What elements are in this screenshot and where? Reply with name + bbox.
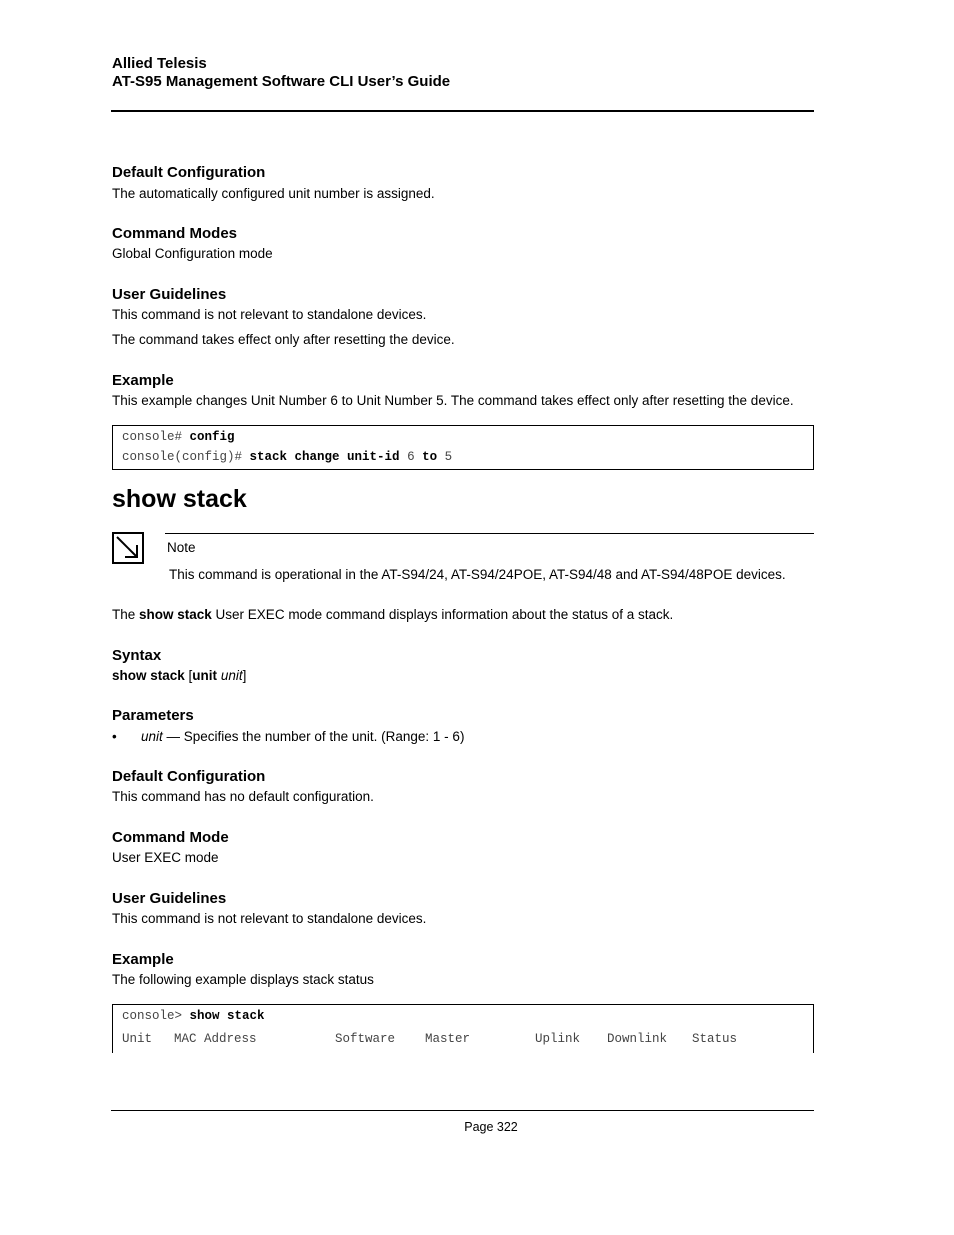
parameters-heading: Parameters [112, 707, 194, 724]
user-guidelines-text: This command is not relevant to standalone devices. [112, 911, 427, 926]
table-header-unit: Unit [122, 1032, 153, 1046]
user-guidelines-heading: User Guidelines [112, 890, 227, 907]
default-config-text: The automatically configured unit number is assigned. [112, 186, 435, 201]
command-modes-text: Global Configuration mode [112, 246, 273, 261]
code-argument: 6 [399, 450, 423, 464]
table-header-uplink: Uplink [535, 1032, 581, 1046]
code-block [112, 1004, 814, 1053]
table-header-software: Software [335, 1032, 396, 1046]
param-bullet: • [112, 729, 117, 744]
code-prompt: console> [122, 1009, 190, 1023]
syntax-heading: Syntax [112, 647, 162, 664]
user-guidelines-text: This command is not relevant to standalone devices. [112, 307, 427, 322]
code-prompt: console(config)# [122, 450, 250, 464]
code-line [122, 1009, 265, 1023]
syntax-command: show stack [112, 668, 185, 683]
command-mode-text: User EXEC mode [112, 850, 219, 865]
intro-command: show stack [139, 607, 212, 622]
note-label: Note [167, 540, 196, 555]
syntax-bracket: [ [184, 668, 193, 683]
default-config-text: This command has no default configuration. [112, 789, 374, 804]
table-header-master: Master [425, 1032, 471, 1046]
code-command: to [422, 450, 438, 464]
example-heading: Example [112, 951, 174, 968]
syntax-bracket: ] [242, 668, 247, 683]
example-heading: Example [112, 372, 174, 389]
header-company: Allied Telesis [112, 55, 207, 72]
syntax-line [112, 667, 246, 684]
note-icon [112, 532, 144, 564]
intro-paragraph [112, 606, 673, 623]
table-header-row [122, 1032, 802, 1048]
example-text: The following example displays stack status [112, 972, 374, 987]
syntax-param: unit [220, 668, 243, 683]
code-command: stack change unit-id [249, 450, 400, 464]
note-divider [165, 533, 814, 534]
example-text: This example changes Unit Number 6 to Unit Number 5. The command takes effect only after resetting the device. [112, 393, 794, 408]
command-modes-heading: Command Modes [112, 225, 238, 242]
syntax-keyword: unit [192, 668, 218, 683]
param-item [141, 728, 464, 745]
page-number [0, 1120, 954, 1134]
header-divider [111, 110, 814, 112]
note-text: This command is operational in the AT-S94/24, AT-S94/24POE, AT-S94/48 and AT-S94/48POE devices. [169, 567, 786, 582]
page-number-text: Page 322 [464, 1120, 518, 1134]
param-name: unit [141, 729, 163, 744]
user-guidelines-heading: User Guidelines [112, 286, 227, 303]
code-line [122, 450, 452, 464]
default-config-heading: Default Configuration [112, 164, 266, 181]
code-argument: 5 [437, 450, 453, 464]
code-line [122, 430, 235, 444]
table-header-status: Status [692, 1032, 738, 1046]
intro-text: User EXEC mode command displays information about the status of a stack. [211, 607, 674, 622]
header-guide-title: AT-S95 Management Software CLI User’s Guide [112, 73, 451, 90]
default-config-heading: Default Configuration [112, 768, 266, 785]
command-mode-heading: Command Mode [112, 829, 229, 846]
footer-divider [111, 1110, 814, 1111]
section-title: show stack [112, 485, 247, 513]
table-header-downlink: Downlink [607, 1032, 668, 1046]
param-description: — Specifies the number of the unit. (Range: 1 - 6) [162, 729, 465, 744]
user-guidelines-text: The command takes effect only after resetting the device. [112, 332, 455, 347]
code-prompt: console# [122, 430, 190, 444]
code-block [112, 425, 814, 470]
table-header-mac: MAC Address [174, 1032, 257, 1046]
intro-text: The [112, 607, 140, 622]
code-command: config [189, 430, 235, 444]
code-command: show stack [189, 1009, 265, 1023]
